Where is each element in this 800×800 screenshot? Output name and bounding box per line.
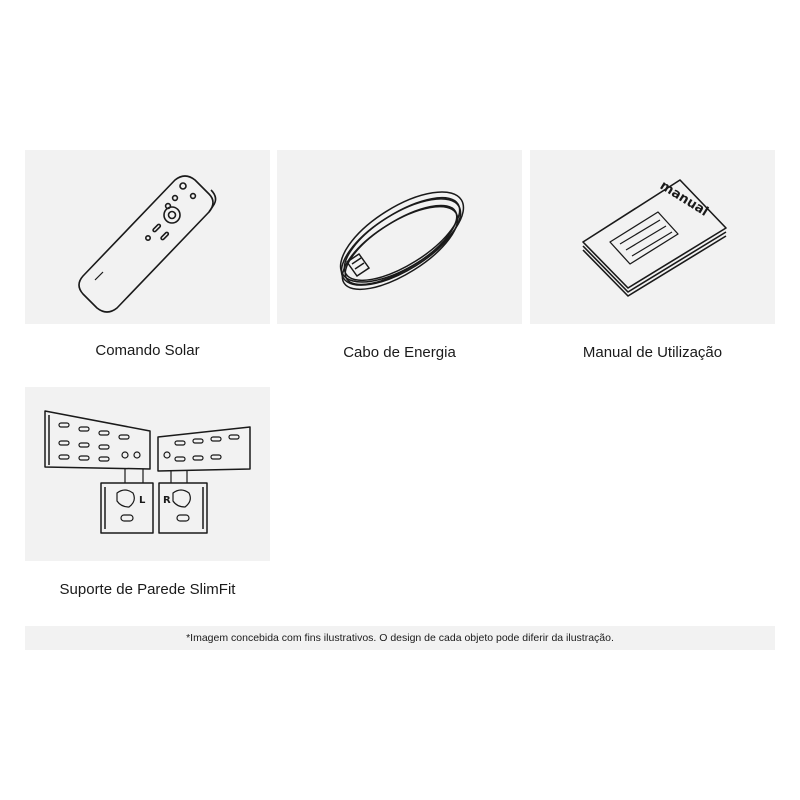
item-wallmount-tile xyxy=(25,387,270,561)
item-manual-tile xyxy=(530,150,775,324)
wall-mount-right-mark: R xyxy=(163,495,171,506)
item-manual-label: Manual de Utilização xyxy=(582,344,723,361)
wall-mount-icon xyxy=(25,387,270,561)
manual-book-icon xyxy=(530,150,775,324)
wall-mount-left-mark: L xyxy=(139,495,146,506)
item-cable-tile xyxy=(277,150,522,324)
power-cable-icon xyxy=(277,150,522,324)
manual-cover-text: manual xyxy=(656,178,711,220)
item-cable-label: Cabo de Energia xyxy=(343,344,456,361)
remote-control-icon xyxy=(25,150,270,324)
item-remote-tile xyxy=(25,150,270,324)
footnote: *Imagem concebida com fins ilustrativos. O design de cada objeto pode diferir da ilustração. xyxy=(25,626,775,650)
item-remote-label: Comando Solar xyxy=(95,342,200,359)
item-wallmount-label: Suporte de Parede SlimFit xyxy=(59,581,236,598)
